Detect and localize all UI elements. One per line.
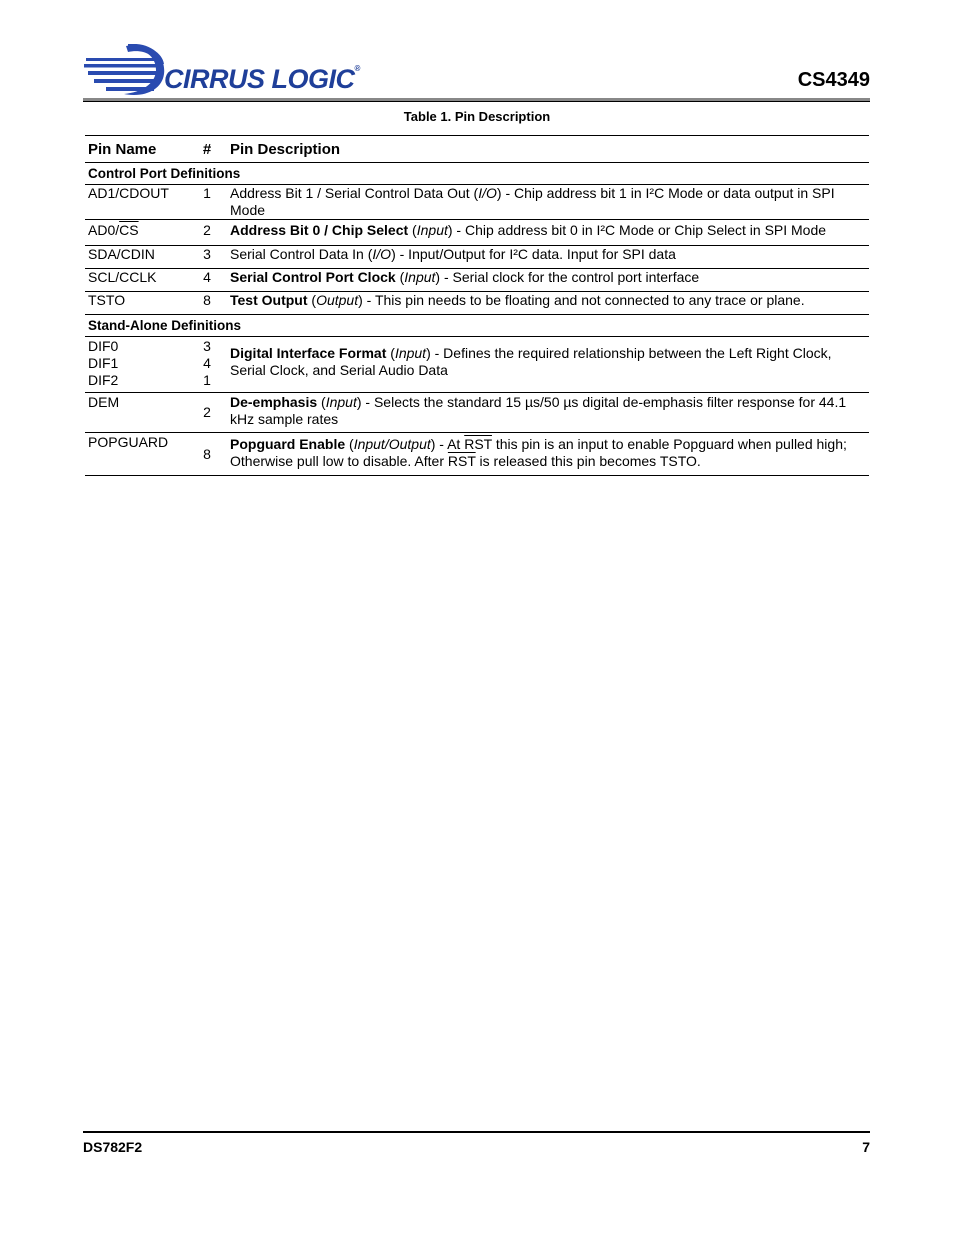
table-title: Table 1. Pin Description — [403, 109, 551, 124]
section-row — [85, 163, 869, 185]
pin-number: 4 — [203, 269, 211, 285]
col-pin-name: Pin Name — [88, 140, 157, 158]
pin-name: SCL/CCLK — [88, 269, 157, 285]
table-row — [85, 269, 869, 292]
pin-name: AD1/CDOUT — [88, 185, 169, 201]
pin-description-table — [85, 135, 869, 476]
pin-number: 2 — [203, 222, 211, 238]
section-stand-alone: Stand-Alone Definitions — [88, 318, 241, 333]
pin-name: DIF0 DIF1 DIF2 — [88, 338, 119, 388]
pin-number: 3 4 1 — [203, 338, 211, 388]
pin-name: $AD0/\overline{CS}$ — [88, 222, 139, 238]
registered-mark: ® — [354, 64, 360, 73]
table-row — [85, 433, 869, 476]
pin-description: Address Bit 0 / Chip Select (Input) - Chip address bit 0 in I²C Mode or Chip Select in SPI Mode — [230, 222, 827, 238]
table-row — [85, 337, 869, 393]
col-pin-description: Pin Description — [230, 140, 341, 158]
footer-rule — [83, 1131, 870, 1133]
pin-name: SDA/CDIN — [88, 246, 155, 262]
table-row — [85, 220, 869, 246]
table-row — [85, 185, 869, 220]
header-rule — [83, 98, 870, 101]
pin-number: 8 — [203, 445, 211, 462]
pin-number: 2 — [203, 404, 211, 420]
table-row — [85, 246, 869, 269]
logo-wordmark: CIRRUS LOGIC® — [164, 64, 360, 94]
pin-number: 1 — [203, 185, 211, 201]
pin-description: Serial Control Data In (I/O) - Input/Output for I²C data. Input for SPI data — [230, 246, 676, 262]
pin-description: De-emphasis (Input) - Selects the standard 15 µs/50 µs digital de-emphasis filter response for 44.1 kHz sample rates — [230, 394, 847, 427]
pin-description: Address Bit 1 / Serial Control Data Out (I/O) - Chip address bit 1 in I²C Mode or data output in SPI Mode — [230, 185, 835, 218]
pin-description: Serial Control Port Clock (Input) - Serial clock for the control port interface — [230, 269, 700, 285]
pin-description: Digital Interface Format (Input) - Defines the required relationship between the Left Right Clock, Serial Clock, and Serial Audio Data — [230, 345, 832, 378]
section-row — [85, 315, 869, 337]
pin-name: DEM — [88, 394, 120, 410]
pin-number: 8 — [203, 292, 211, 308]
part-number: CS4349 — [797, 69, 870, 91]
pin-number: 3 — [203, 246, 211, 262]
pin-name: POPGUARD — [88, 434, 169, 450]
pin-name: TSTO — [88, 292, 126, 308]
document-id: DS782F2 — [83, 1139, 143, 1155]
col-pin-number: # — [202, 140, 212, 158]
pin-description: Test Output (Output) - This pin needs to be floating and not connected to any trace or plane. — [230, 292, 805, 308]
page-number: 7 — [862, 1139, 870, 1155]
pin-description: Popguard Enable (Input/Output) - At $\overline{RST}$ this pin is an input to enable Popguard when pulled high; Otherwise pull low to disable. After $\overline{RST}$ is released this pin becomes TSTO. — [230, 436, 847, 469]
table-row — [85, 292, 869, 315]
section-control-port: Control Port Definitions — [88, 166, 241, 181]
table-header-row — [85, 136, 869, 163]
table-row — [85, 393, 869, 433]
